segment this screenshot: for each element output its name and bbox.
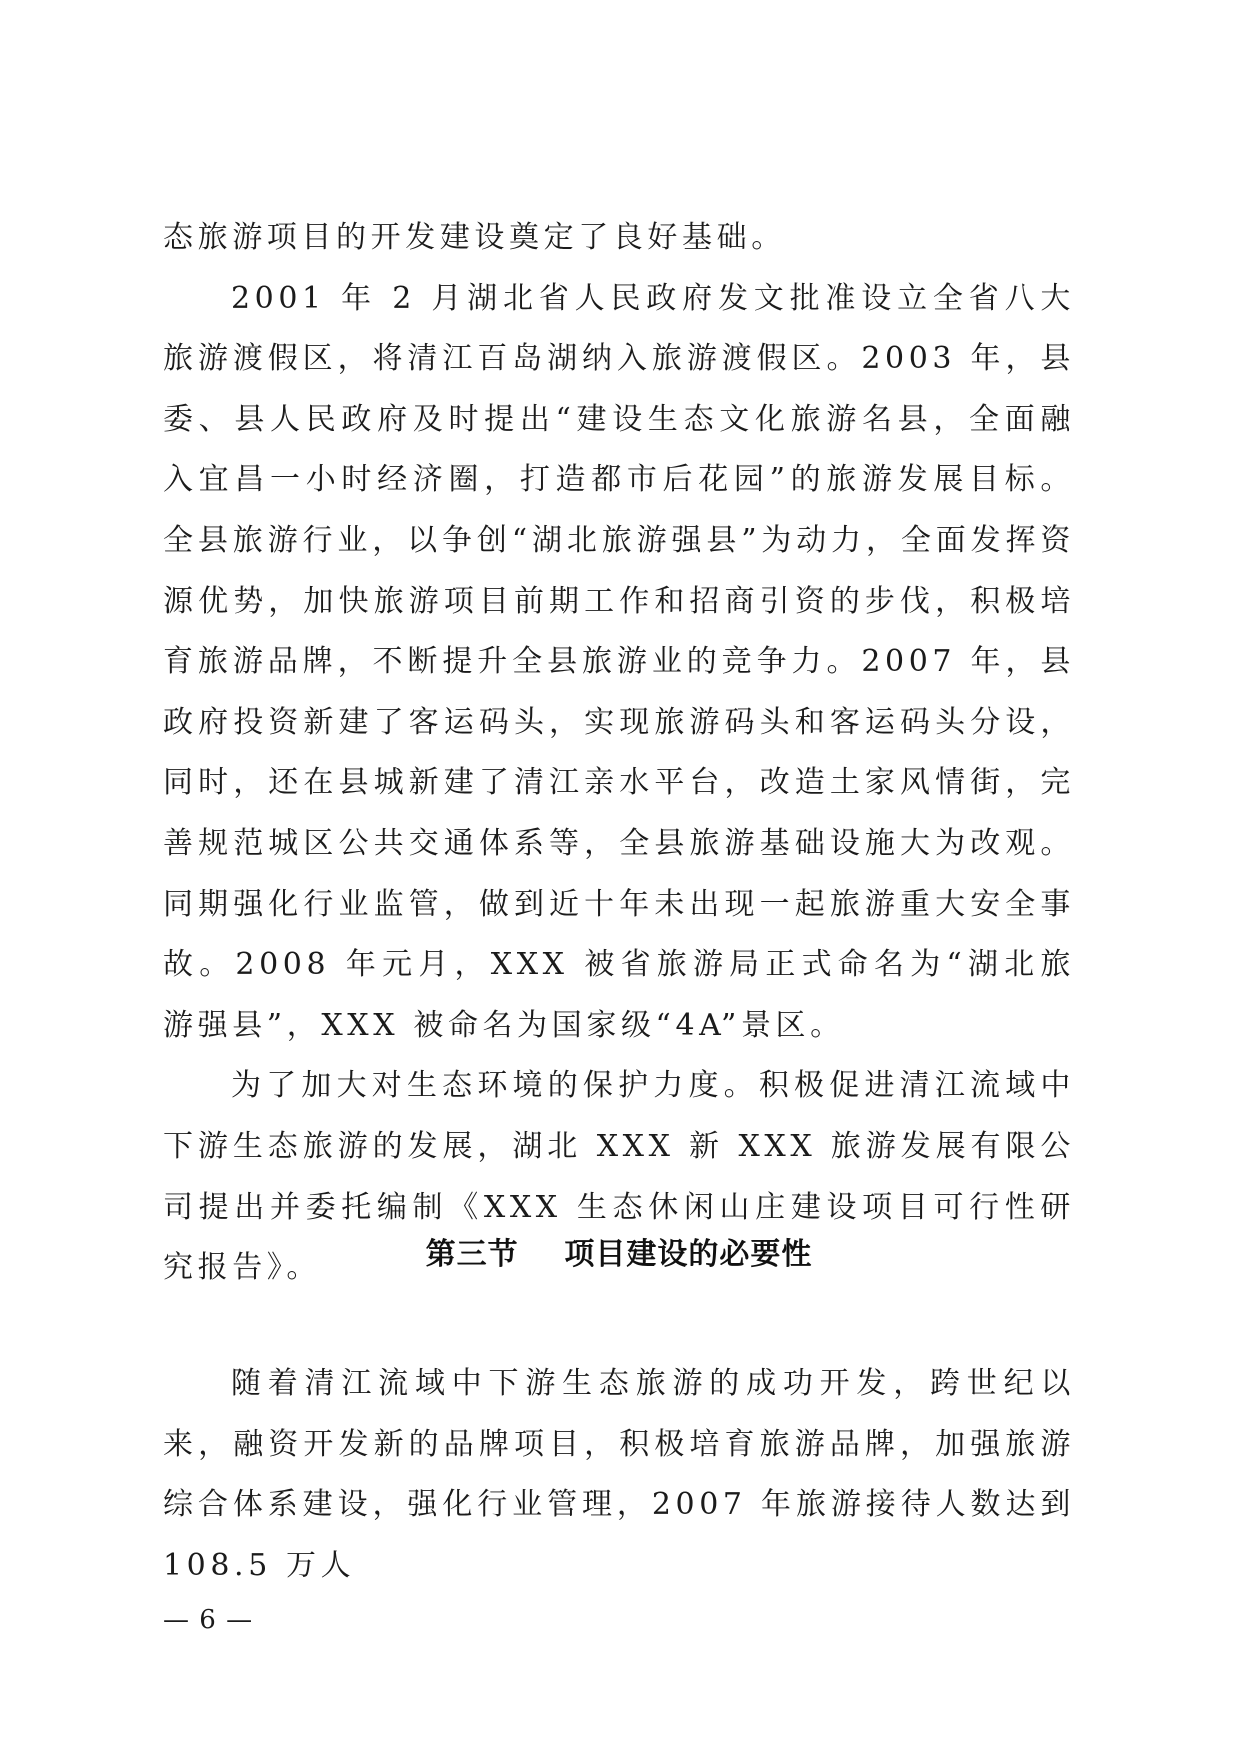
paragraph-continuation: 态旅游项目的开发建设奠定了良好基础。 — [163, 220, 786, 255]
section-heading: 第三节 项目建设的必要性 — [425, 1237, 813, 1272]
paragraph-background: 2001 年 2 月湖北省人民政府发文批准设立全省八大旅游渡假区，将清江百岛湖纳入旅游渡假区。2003 年，县委、县人民政府及时提出“建设生态文化旅游名县，全面融入宜昌一小时经济圈，打造都市后花园”的旅游发展目标。全县旅游行业，以争创“湖北旅游强县”为动力，全面发挥资源优势，加快旅游项目前期工作和招商引资的步伐，积极培育旅游品牌，不断提升全县旅游业的竞争力。2007 年，县政府投资新建了客运码头，实现旅游码头和客运码头分设，同时，还在县城新建了清江亲水平台，改造土家风情街，完善规范城区公共交通体系等，全县旅游基础设施大为改观。同期强化行业监管，做到近十年未出现一起旅游重大安全事故。2008 年元月，XXX 被省旅游局正式命名为“湖北旅游强县”，XXX 被命名为国家级“4A”景区。 — [163, 280, 1075, 1043]
paragraph-necessity: 随着清江流域中下游生态旅游的成功开发，跨世纪以来，融资开发新的品牌项目，积极培育旅游品牌，加强旅游综合体系建设，强化行业管理，2007 年旅游接待人数达到 108.5 万人 — [163, 1366, 1075, 1583]
body-text — [163, 208, 1075, 1299]
paragraph-commission: 为了加大对生态环境的保护力度。积极促进清江流域中下游生态旅游的发展，湖北 XXX 新 XXX 旅游发展有限公司提出并委托编制《XXX 生态休闲山庄建设项目可行性研究报告》。 — [163, 1068, 1075, 1286]
section-body-text — [163, 1354, 1075, 1596]
page-number: — 6 — — [163, 1605, 254, 1635]
